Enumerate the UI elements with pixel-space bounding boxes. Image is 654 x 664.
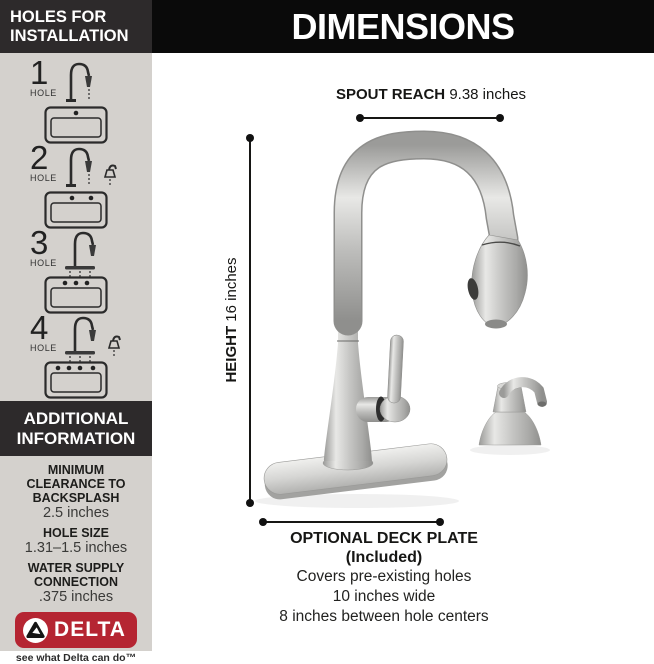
hole-word-1: HOLE — [30, 88, 57, 98]
additional-info-header-text: ADDITIONAL INFORMATION — [16, 408, 136, 448]
hole-option-1-labels — [30, 54, 57, 98]
spec-hole-size — [0, 526, 152, 557]
sidebar — [0, 0, 152, 664]
deck-plate-line: 8 inches between hole centers — [279, 608, 489, 625]
hole-word-3: HOLE — [30, 258, 57, 268]
mini-faucet-deck-icon — [64, 230, 116, 278]
height-label — [223, 235, 241, 405]
mini-faucet-soap-icon — [64, 145, 122, 191]
spout-reach-label-bold: SPOUT REACH — [335, 86, 446, 103]
hole-options-list — [0, 53, 152, 401]
sink-3-hole-icon — [44, 276, 108, 314]
dimensions-header-text: DIMENSIONS — [291, 5, 515, 47]
dimensions-header — [152, 0, 654, 53]
sink-2-hole-icon — [44, 191, 108, 229]
hole-option-2-top — [0, 139, 152, 191]
hole-option-3 — [0, 224, 152, 314]
deck-plate-line: Covers pre-existing holes — [296, 568, 472, 585]
hole-option-2-labels — [30, 139, 57, 183]
additional-information-header — [0, 401, 152, 456]
spec-water-supply — [0, 561, 152, 606]
sink-4-hole-icon — [44, 361, 108, 399]
hole-word-2: HOLE — [30, 173, 57, 183]
spec-label: MINIMUM CLEARANCE TO BACKSPLASH — [26, 463, 126, 505]
hole-count-1: 1 — [30, 54, 49, 91]
spec-list — [0, 456, 152, 610]
hole-option-3-top — [0, 224, 152, 276]
deck-plate-note — [254, 529, 514, 627]
sink-1-hole-icon — [44, 106, 108, 144]
hole-option-4-labels — [30, 309, 57, 353]
holes-for-installation-header — [0, 0, 152, 53]
hole-option-1 — [0, 54, 152, 144]
delta-logo — [15, 612, 137, 648]
delta-triangle-icon — [23, 618, 48, 643]
delta-logo-text: DELTA — [54, 618, 126, 641]
deck-plate-line: 10 inches wide — [332, 588, 436, 605]
spec-value: 1.31–1.5 inches — [24, 540, 128, 556]
height-value: 16 inches — [223, 257, 240, 322]
spec-label: WATER SUPPLY CONNECTION — [27, 561, 125, 589]
hole-option-4 — [0, 309, 152, 399]
spec-value: .375 inches — [38, 589, 114, 605]
hole-count-4: 4 — [30, 309, 49, 346]
hole-option-3-labels — [30, 224, 57, 268]
mini-faucet-icon — [64, 60, 104, 106]
hole-word-4: HOLE — [30, 343, 57, 353]
holes-header-text: HOLES FOR INSTALLATION — [10, 8, 129, 45]
spec-min-clearance — [0, 463, 152, 522]
hole-count-3: 3 — [30, 224, 49, 261]
hole-option-1-top — [0, 54, 152, 106]
hole-option-2 — [0, 139, 152, 229]
deck-plate-title: OPTIONAL DECK PLATE (Included) — [290, 530, 478, 566]
spout-reach-value: 9.38 inches — [449, 86, 527, 103]
brand-block — [0, 612, 152, 664]
hole-count-2: 2 — [30, 139, 49, 176]
spout-reach-label — [331, 86, 531, 103]
mini-faucet-deck-soap-icon — [64, 315, 126, 363]
hole-option-4-top — [0, 309, 152, 361]
spec-label: HOLE SIZE — [43, 526, 109, 540]
brand-tagline: see what Delta can do™ — [15, 652, 137, 664]
spec-value: 2.5 inches — [42, 505, 110, 521]
height-label-bold: HEIGHT — [223, 325, 240, 383]
